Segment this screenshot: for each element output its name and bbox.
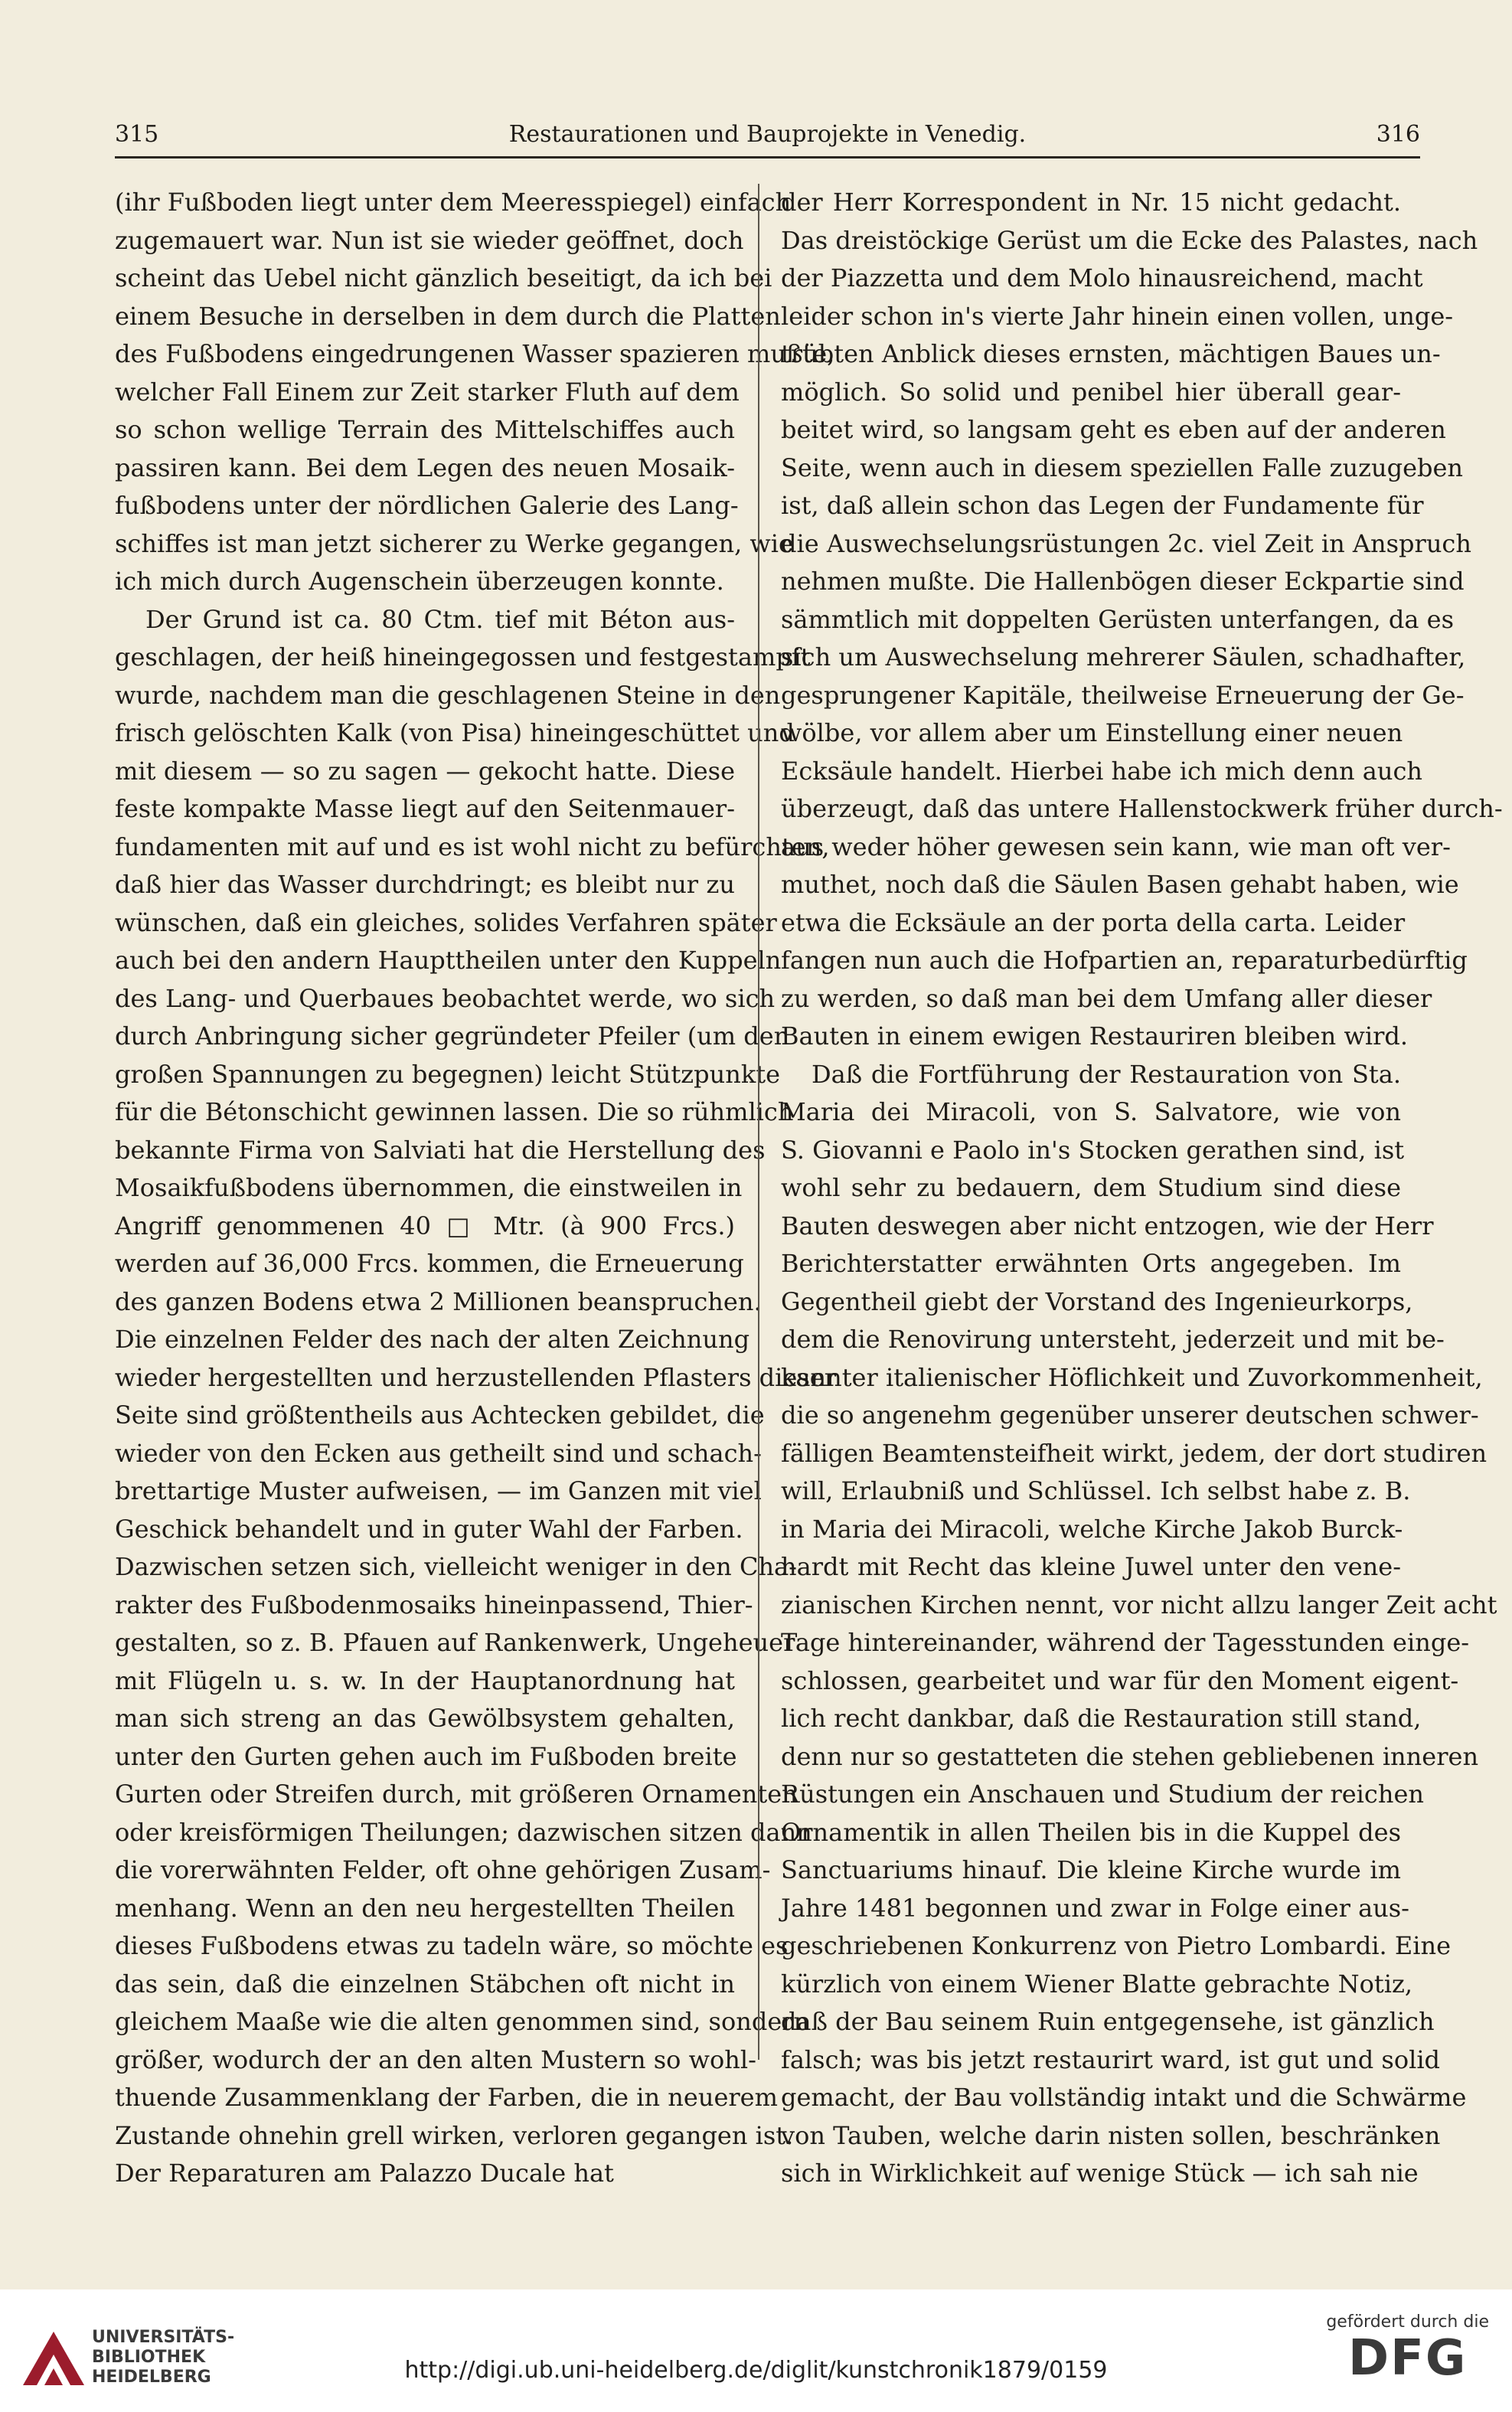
text-line: thuende Zusammenklang der Farben, die in neuerem [115,2083,778,2112]
text-line: ich mich durch Augenschein überzeugen konnte. [115,567,724,596]
text-line: Maria dei Miracoli, von S. Salvatore, wie von [781,1097,1401,1126]
text-line: kannter italienischer Höflichkeit und Zuvorkommenheit, [781,1362,1483,1392]
text-line: Der Grund ist ca. 80 Ctm. tief mit Béton aus- [145,604,735,634]
text-line: Ornamentik in allen Theilen bis in die Kuppel des [781,1817,1401,1847]
text-line: Tage hintereinander, während der Tagesstunden einge- [781,1628,1470,1657]
text-line: Das dreistöckige Gerüst um die Ecke des Palastes, nach [781,225,1478,255]
page-number-right: 316 [1376,121,1420,148]
text-line: Ecksäule handelt. Hierbei habe ich mich denn auch [781,756,1423,786]
text-line: Jahre 1481 begonnen und zwar in Folge einer aus- [781,1893,1409,1923]
text-line: gleichem Maaße wie die alten genommen sind, sondern [115,2007,810,2036]
text-line: scheint das Uebel nicht gänzlich beseitigt, da ich bei [115,263,772,293]
text-line: wieder hergestellten und herzustellenden Pflasters dieser [115,1362,836,1392]
text-line: (ihr Fußboden liegt unter dem Meeresspiegel) einfach [115,188,792,217]
text-line: gestalten, so z. B. Pfauen auf Rankenwerk, Ungeheuer [115,1628,795,1657]
footer [0,2289,1512,2412]
dfg-logo: DFG [1347,2330,1468,2387]
text-line: oder kreisförmigen Theilungen; dazwischen sitzen dann [115,1817,812,1847]
text-line: Seite sind größtentheils aus Achtecken gebildet, die [115,1400,765,1430]
page-number-left: 315 [115,121,159,148]
text-line: des Lang- und Querbaues beobachtet werde, wo sich [115,983,776,1013]
text-line: frisch gelöschten Kalk (von Pisa) hineingeschüttet und [115,718,795,747]
text-line: wölbe, vor allem aber um Einstellung einer neuen [781,718,1403,747]
text-line: Dazwischen setzen sich, vielleicht weniger in den Cha- [115,1552,797,1581]
text-line: hardt mit Recht das kleine Juwel unter den vene- [781,1552,1401,1581]
text-line: Berichterstatter erwähnten Orts angegeben. Im [781,1249,1401,1278]
text-line: brettartige Muster aufweisen, — im Ganzen mit viel [115,1476,762,1505]
text-line: Bauten deswegen aber nicht entzogen, wie der Herr [781,1211,1434,1240]
text-line: der Piazzetta und dem Molo hinausreichend, macht [781,263,1423,293]
text-line: kürzlich von einem Wiener Blatte gebrachte Notiz, [781,1969,1413,1999]
text-line: Gurten oder Streifen durch, mit größeren Ornamenten [115,1780,798,1809]
left-column [115,184,836,2193]
text-line: Zustande ohnehin grell wirken, verloren gegangen ist. [115,2120,794,2150]
funding-credit [1326,2312,1489,2385]
text-line: fälligen Beamtensteifheit wirkt, jedem, der dort studiren [781,1438,1488,1468]
text-line: zu werden, so daß man bei dem Umfang aller dieser [781,983,1432,1013]
text-line: sich um Auswechselung mehrerer Säulen, schadhafter, [781,642,1466,672]
text-line: denn nur so gestatteten die stehen gebliebenen inneren [781,1741,1479,1771]
text-line: Seite, wenn auch in diesem speziellen Falle zuzugeben [781,453,1464,482]
text-line: beitet wird, so langsam geht es eben auf der anderen [781,415,1446,444]
text-line: falsch; was bis jetzt restaurirt ward, ist gut und solid [781,2044,1441,2074]
source-url-link[interactable]: http://digi.ub.uni-heidelberg.de/diglit/kunstchronik1879/0159 [404,2357,1108,2384]
text-line: die vorerwähnten Felder, oft ohne gehörigen Zusam- [115,1855,771,1884]
text-line: trübten Anblick dieses ernsten, mächtigen Baues un- [781,339,1441,368]
text-line: in Maria dei Miracoli, welche Kirche Jakob Burck- [781,1514,1403,1544]
column-divider [758,184,759,2060]
header-rule [115,156,1420,159]
text-line: dem die Renovirung untersteht, jederzeit und mit be- [781,1325,1445,1354]
text-line: Daß die Fortführung der Restauration von Sta. [812,1059,1401,1089]
text-line: lich recht dankbar, daß die Restauration still stand, [781,1704,1422,1733]
text-line: daß hier das Wasser durchdringt; es bleibt nur zu [115,870,735,899]
text-line: nehmen mußte. Die Hallenbögen dieser Eckpartie sind [781,567,1465,596]
text-line: für die Bétonschicht gewinnen lassen. Die so rühmlich [115,1097,794,1126]
text-line: wurde, nachdem man die geschlagenen Steine in den [115,680,781,710]
text-line: will, Erlaubniß und Schlüssel. Ich selbst habe z. B. [781,1476,1411,1505]
text-line: Gegentheil giebt der Vorstand des Ingenieurkorps, [781,1286,1413,1316]
text-line: Bauten in einem ewigen Restauriren bleiben wird. [781,1021,1409,1051]
text-line: überzeugt, daß das untere Hallenstockwerk früher durch- [781,794,1503,823]
text-line: Geschick behandelt und in guter Wahl der Farben. [115,1514,743,1544]
text-line: fangen nun auch die Hofpartien an, reparaturbedürftig [781,946,1468,975]
text-line: so schon wellige Terrain des Mittelschiffes auch [115,415,735,444]
text-line: menhang. Wenn an den neu hergestellten Theilen [115,1893,735,1923]
text-line: ist, daß allein schon das Legen der Fundamente für [781,491,1424,520]
text-line: unter den Gurten gehen auch im Fußboden breite [115,1741,737,1771]
text-line: S. Giovanni e Paolo in's Stocken gerathen sind, ist [781,1135,1405,1165]
text-line: etwa die Ecksäule an der porta della carta. Leider [781,907,1406,937]
text-line: die Auswechselungsrüstungen 2c. viel Zeit in Anspruch [781,528,1471,558]
text-line: wieder von den Ecken aus getheilt sind und schach- [115,1438,762,1468]
text-line: des Fußbodens eingedrungenen Wasser spazieren mußte, [115,339,835,368]
text-line: muthet, noch daß die Säulen Basen gehabt haben, wie [781,870,1459,899]
text-line: großen Spannungen zu begegnen) leicht Stützpunkte [115,1059,781,1089]
text-line: rakter des Fußbodenmosaiks hineinpassend, Thier- [115,1590,753,1619]
text-line: Mosaikfußbodens übernommen, die einstweilen in [115,1173,743,1202]
text-line: daß der Bau seinem Ruin entgegensehe, ist gänzlich [781,2007,1435,2036]
text-line: Angriff genommenen 40 □ Mtr. (à 900 Frcs.) [115,1211,735,1240]
text-line: dieses Fußbodens etwas zu tadeln wäre, so möchte es [115,1931,789,1960]
text-line: schiffes ist man jetzt sicherer zu Werke gegangen, wie [115,528,793,558]
right-column [781,184,1503,2193]
running-header [115,115,1420,158]
text-line: fundamenten mit auf und es ist wohl nicht zu befürchten, [115,832,830,861]
text-line: durch Anbringung sicher gegründeter Pfeiler (um den [115,1021,790,1051]
text-line: Die einzelnen Felder des nach der alten Zeichnung [115,1325,750,1354]
running-title: Restaurationen und Bauprojekte in Venedig. [508,121,1027,148]
text-line: das sein, daß die einzelnen Stäbchen oft nicht in [115,1969,735,1999]
text-line: einem Besuche in derselben in dem durch die Platten [115,301,781,331]
text-line: wünschen, daß ein gleiches, solides Verfahren später [115,907,777,937]
text-line: sich in Wirklichkeit auf wenige Stück — ich sah nie [781,2159,1419,2188]
text-line: sämmtlich mit doppelten Gerüsten unterfangen, da es [781,604,1455,634]
text-line: geschriebenen Konkurrenz von Pietro Lombardi. Eine [781,1931,1452,1960]
text-line: passiren kann. Bei dem Legen des neuen Mosaik- [115,453,735,482]
text-line: aus weder höher gewesen sein kann, wie man oft ver- [781,832,1451,861]
text-line: der Herr Korrespondent in Nr. 15 nicht gedacht. [781,188,1401,217]
text-line: werden auf 36,000 Frcs. kommen, die Erneuerung [115,1249,744,1278]
text-line: Rüstungen ein Anschauen und Studium der reichen [781,1780,1424,1809]
text-line: mit diesem — so zu sagen — gekocht hatte. Diese [115,756,735,786]
text-line: welcher Fall Einem zur Zeit starker Fluth auf dem [115,377,740,407]
text-line: schlossen, gearbeitet und war für den Moment eigent- [781,1665,1459,1695]
text-line: möglich. So solid und penibel hier überall gear- [781,377,1401,407]
text-line: größer, wodurch der an den alten Mustern so wohl- [115,2044,756,2074]
text-line: von Tauben, welche darin nisten sollen, beschränken [781,2120,1441,2150]
text-line: leider schon in's vierte Jahr hinein einen vollen, unge- [781,301,1454,331]
funded-by-text: gefördert durch die [1326,2312,1489,2332]
text-line: mit Flügeln u. s. w. In der Hauptanordnung hat [115,1665,735,1695]
text-line: feste kompakte Masse liegt auf den Seitenmauer- [115,794,735,823]
library-name: UNIVERSITÄTS- BIBLIOTHEK HEIDELBERG [92,2328,235,2387]
text-line: auch bei den andern Haupttheilen unter den Kuppeln [115,946,782,975]
text-line: fußbodens unter der nördlichen Galerie des Lang- [115,491,739,520]
text-line: gemacht, der Bau vollständig intakt und die Schwärme [781,2083,1467,2112]
text-line: Sanctuariums hinauf. Die kleine Kirche wurde im [781,1855,1401,1884]
text-line: des ganzen Bodens etwa 2 Millionen beanspruchen. [115,1286,762,1316]
text-line: gesprungener Kapitäle, theilweise Erneuerung der Ge- [781,680,1465,710]
text-line: zugemauert war. Nun ist sie wieder geöffnet, doch [115,225,744,255]
text-line: Der Reparaturen am Palazzo Ducale hat [115,2159,614,2188]
text-line: wohl sehr zu bedauern, dem Studium sind diese [781,1173,1401,1202]
text-line: bekannte Firma von Salviati hat die Herstellung des [115,1135,766,1165]
text-line: zianischen Kirchen nennt, vor nicht allzu langer Zeit acht [781,1590,1497,1619]
text-line: die so angenehm gegenüber unserer deutschen schwer- [781,1400,1479,1430]
text-line: geschlagen, der heiß hineingegossen und festgestampft [115,642,811,672]
text-line: man sich streng an das Gewölbsystem gehalten, [115,1704,735,1733]
